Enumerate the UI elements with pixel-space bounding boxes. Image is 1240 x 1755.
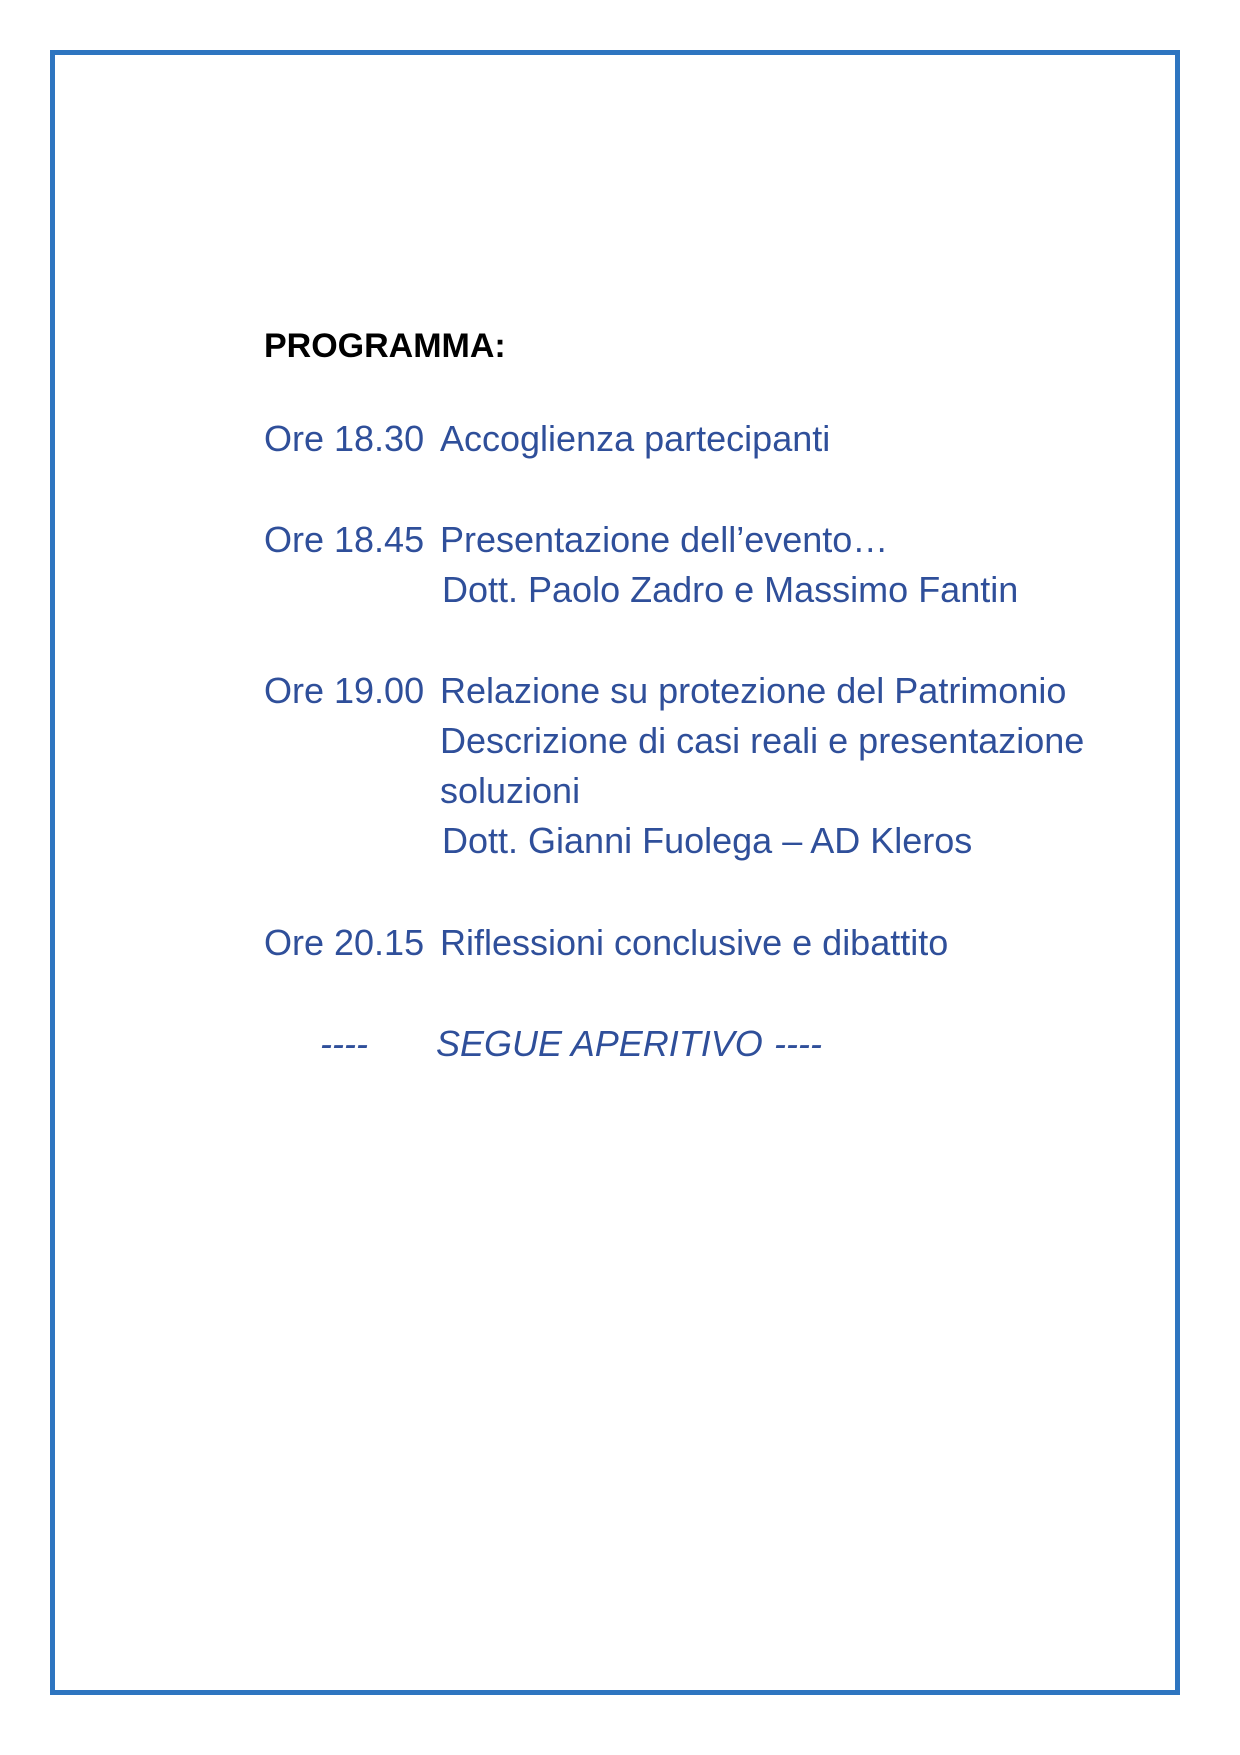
closing-left-dashes: ---- [320,1023,368,1064]
item-1-time: Ore 18.30 [264,418,425,459]
item-3-speaker: Dott. Gianni Fuolega – AD Kleros [442,820,973,861]
item-4-time: Ore 20.15 [264,922,425,963]
item-1-title: Accoglienza partecipanti [440,418,831,459]
closing-right-dashes: ---- [774,1023,822,1064]
item-4-title: Riflessioni conclusive e dibattito [440,922,949,963]
item-3-title: Relazione su protezione del Patrimonio [440,670,1067,711]
program-heading: PROGRAMMA: [264,327,506,365]
page-border-frame [50,50,1180,1695]
item-2-time: Ore 18.45 [264,519,425,560]
item-3-detail-line-1: Descrizione di casi reali e presentazione [440,720,1085,761]
item-2-title: Presentazione dell’evento… [440,519,889,560]
closing-text: SEGUE APERITIVO [436,1023,763,1064]
item-3-time: Ore 19.00 [264,670,425,711]
item-2-speakers: Dott. Paolo Zadro e Massimo Fantin [442,569,1019,610]
item-3-detail-line-2: soluzioni [440,770,581,811]
